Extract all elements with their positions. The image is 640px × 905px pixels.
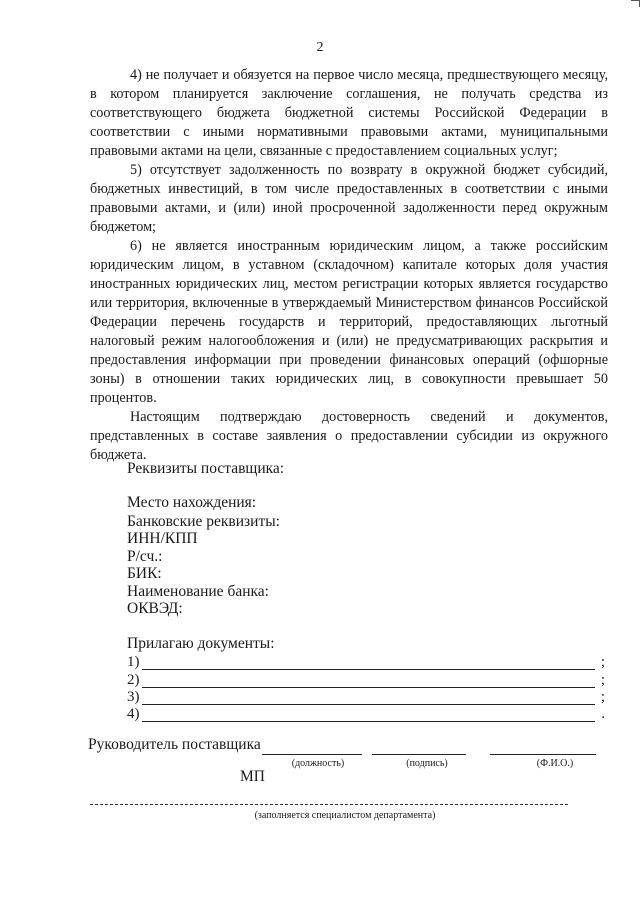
attachment-punct: ; xyxy=(600,672,605,688)
requisites-okved: ОКВЭД: xyxy=(127,600,183,617)
corner-mark xyxy=(631,0,640,7)
page-number: 2 xyxy=(316,40,324,55)
attachment-blank xyxy=(142,669,595,670)
signature-label: Руководитель поставщика xyxy=(88,736,261,753)
stamp-label: МП xyxy=(240,768,265,785)
requisites-location: Место нахождения: xyxy=(127,494,257,511)
footer-note: (заполняется специалистом департамента) xyxy=(254,810,436,821)
requisites-heading: Реквизиты поставщика: xyxy=(127,460,285,477)
position-caption: (должность) xyxy=(291,758,345,769)
attachment-number: 4) xyxy=(127,706,140,722)
dashed-separator xyxy=(90,804,568,805)
requisites-bik: БИК: xyxy=(127,565,162,582)
paragraph-confirmation: Настоящим подтверждаю достоверность сведений и документов, представленных в составе заявления о предоставлении субсидии из окружного бюджета. xyxy=(90,409,608,463)
signature-field[interactable] xyxy=(372,754,466,755)
attachment-punct: ; xyxy=(600,689,605,705)
attachment-blank xyxy=(142,721,595,722)
requisites-account: Р/сч.: xyxy=(127,548,163,565)
attachment-line-4[interactable] xyxy=(127,706,605,725)
position-field[interactable] xyxy=(262,754,362,755)
attachment-punct: . xyxy=(601,706,605,722)
paragraph-item-4: 4) не получает и обязуется на первое число месяца, предшествующего месяцу, в котором планируется заключение соглашения, не получать средства из соответствующего бюджета бюджетной системы Российской Федерации в соответствии с иными нормативными правовыми актами, муниципальными правовыми актами на цели, связанные с предоставлением социальных услуг; xyxy=(90,67,608,159)
full-name-field[interactable] xyxy=(490,754,596,755)
attachments-heading: Прилагаю документы: xyxy=(127,635,275,652)
paragraph-item-6: 6) не является иностранным юридическим лицом, а также российским юридическим лицом, в уставном (складочном) капитале которых доля участия иностранных юридических лиц, местом регистрации которых является государство или территория, включенные в утверждаемый Министерством финансов Российской Федерации перечень государств и территорий, предоставляющих льготный налоговый режим налогообложения и (или) не предусматривающих раскрытия и предоставления информации при проведении финансовых операций (офшорные зоны) в отношении таких юридических лиц, в совокупности превышает 50 процентов. xyxy=(90,238,608,406)
attachment-number: 1) xyxy=(127,654,140,670)
attachment-blank xyxy=(142,687,595,688)
attachment-number: 3) xyxy=(127,689,140,705)
body-text xyxy=(90,66,608,465)
attachment-punct: ; xyxy=(600,654,605,670)
attachment-line-1[interactable] xyxy=(127,654,605,673)
requisites-inn-kpp: ИНН/КПП xyxy=(127,530,198,547)
signature-caption: (подпись) xyxy=(406,758,448,769)
requisites-bank-name: Наименование банка: xyxy=(127,583,269,600)
paragraph-item-5: 5) отсутствует задолженность по возврату в окружной бюджет субсидий, бюджетных инвестиций, в том числе предоставленных в соответствии с иными правовыми актами, и (или) иной просроченной задолженности перед окружным бюджетом; xyxy=(90,162,608,235)
attachment-number: 2) xyxy=(127,672,140,688)
requisites-bank-details: Банковские реквизиты: xyxy=(127,513,280,530)
full-name-caption: (Ф.И.О.) xyxy=(536,758,574,769)
attachment-blank xyxy=(142,704,595,705)
